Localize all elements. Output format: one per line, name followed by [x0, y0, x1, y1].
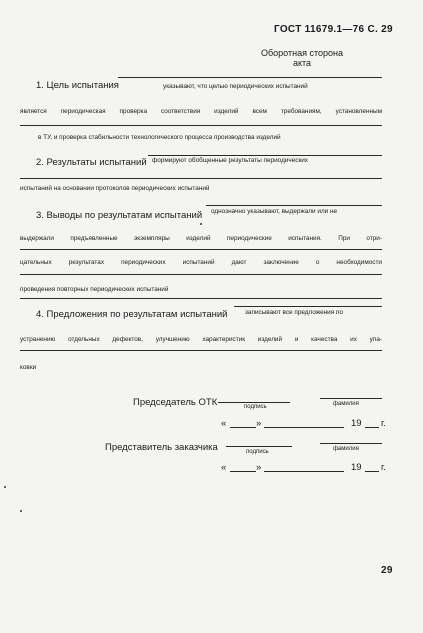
section-3-inline-text: однозначно указывают, выдержали или не — [211, 208, 338, 215]
signature-1-date-open: « — [221, 418, 227, 429]
signature-2-date-open: « — [221, 462, 227, 473]
section-1-line-2: в ТУ, и проверка стабильности технологического процесса производства изделий — [38, 134, 281, 141]
section-1-inline-text: указывают, что целью периодических испытаний — [163, 83, 308, 90]
section-2-underline — [20, 178, 382, 179]
signature-2-year-suffix: г. — [381, 462, 386, 473]
section-3-underline-1 — [20, 249, 382, 250]
section-4-line-1: устранению отдельных дефектов, улучшению характеристик изделий и качества их упа- — [20, 336, 382, 343]
section-1-line-1: является периодическая проверка соответствия изделий всем требованиям, установленным — [20, 108, 382, 115]
section-3-line-1: выдержали предъявленные экземпляры изделий периодические испытания. При отри- — [20, 235, 382, 242]
section-3-line-3: проведения повторных периодических испытаний — [20, 286, 169, 293]
title-line-2: акта — [292, 58, 312, 68]
title-line-1: Оборотная сторона — [261, 48, 343, 58]
section-1-line-top — [118, 77, 382, 78]
section-4-inline-text: записывают все предложения по — [245, 309, 344, 316]
signature-1-year-suffix: г. — [381, 418, 386, 429]
signature-2-month-line — [264, 471, 344, 472]
scan-speck — [200, 223, 202, 225]
section-4-line-2: ковки — [20, 364, 37, 371]
section-1-underline — [20, 125, 382, 126]
signature-1-sign-caption: подпись — [244, 404, 267, 410]
section-4-line-top — [234, 306, 382, 307]
signature-1-day-line — [230, 427, 256, 428]
signature-1-role: Председатель ОТК — [133, 397, 218, 408]
signature-1-month-line — [264, 427, 344, 428]
signature-2-role: Представитель заказчика — [105, 442, 218, 453]
section-2-line-1: испытаний на основании протоколов периодических испытаний — [20, 185, 210, 192]
section-3-underline-3 — [20, 298, 382, 299]
signature-2-sign-caption: подпись — [246, 449, 269, 455]
scan-speck — [20, 510, 22, 512]
section-2-line-top — [148, 155, 382, 156]
signature-2-year-prefix: 19 — [351, 462, 362, 473]
section-3-underline-2 — [20, 274, 382, 275]
page-number: 29 — [381, 565, 393, 576]
signature-1-name-caption: фамилия — [333, 401, 359, 407]
section-1-heading: 1. Цель испытания — [36, 80, 119, 91]
signature-1-year-line — [365, 427, 379, 428]
page-title — [250, 48, 354, 68]
section-4-underline — [20, 350, 382, 351]
signature-2-year-line — [365, 471, 379, 472]
section-4-heading: 4. Предложения по результатам испытаний — [36, 309, 228, 320]
signature-2-name-line — [320, 443, 382, 444]
section-2-heading: 2. Результаты испытаний — [36, 157, 147, 168]
signature-1-date-close: » — [256, 418, 262, 429]
section-3-heading: 3. Выводы по результатам испытаний — [36, 210, 203, 221]
signature-2-date-close: » — [256, 462, 262, 473]
signature-1-year-prefix: 19 — [351, 418, 362, 429]
signature-2-sign-line — [226, 446, 292, 447]
signature-2-name-caption: фамилия — [333, 446, 359, 452]
signature-2-day-line — [230, 471, 256, 472]
section-3-line-top — [206, 205, 382, 206]
standard-header: ГОСТ 11679.1—76 С. 29 — [274, 24, 393, 35]
scan-speck — [4, 486, 6, 488]
signature-1-name-line — [320, 398, 382, 399]
section-2-inline-text: формируют обобщенные результаты периодических — [152, 157, 309, 164]
section-3-line-2: цательных результатах периодических испытаний дают заключение о необходимости — [20, 259, 382, 266]
signature-1-sign-line — [218, 402, 290, 403]
